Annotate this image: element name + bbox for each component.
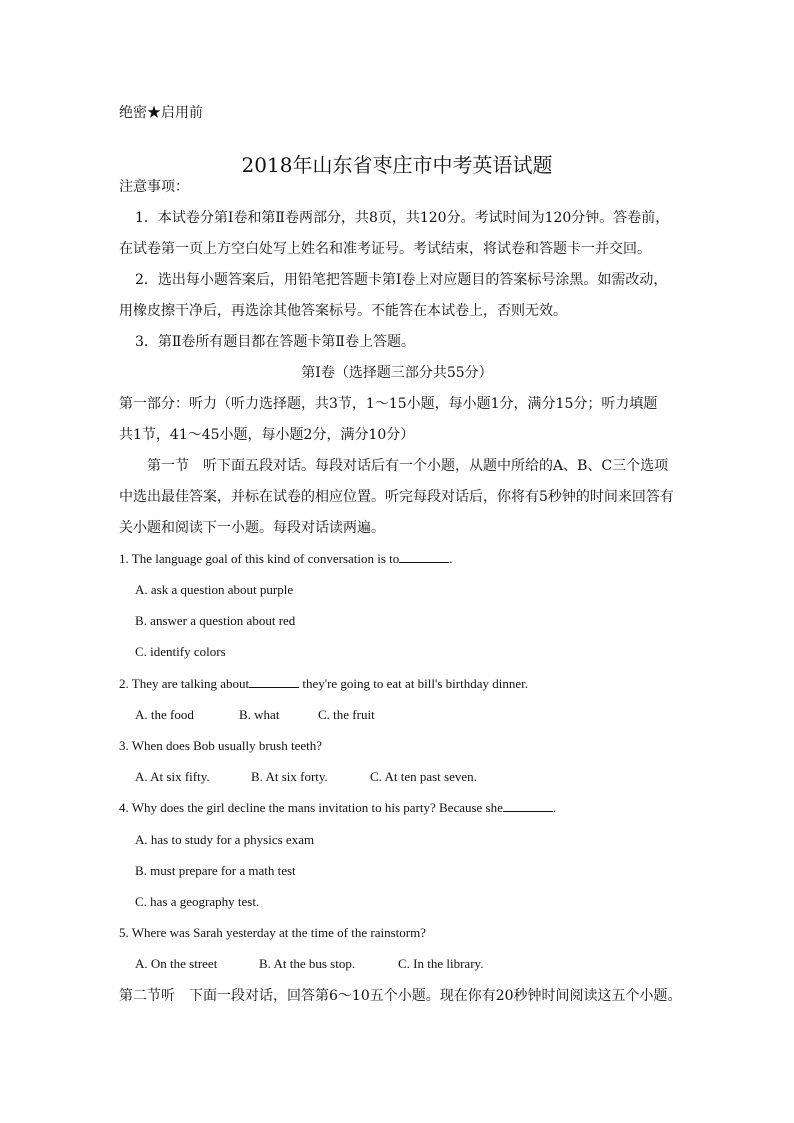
question-2-stem <box>119 674 528 694</box>
question-1-end: . <box>449 551 453 566</box>
answer-blank <box>249 674 299 688</box>
question-2-option-b: B. what <box>239 707 280 722</box>
question-4-end: . <box>552 800 557 815</box>
question-5-stem: 5. Where was Sarah yesterday at the time of the rainstorm? <box>119 925 426 940</box>
question-3-option-a: A. At six fifty. <box>135 769 210 784</box>
question-3-options <box>135 767 477 787</box>
question-2-option-c: C. the fruit <box>318 707 375 722</box>
note-item-2-line-2: 用橡皮擦干净后，再选涂其他答案标号。不能答在本试卷上，否则无效。 <box>119 303 567 319</box>
note-item-2-line-1: 2．选出每小题答案后，用铅笔把答题卡第Ⅰ卷上对应题目的答案标号涂黑。如需改动， <box>135 272 668 288</box>
confidential-label: 绝密★启用前 <box>119 105 203 121</box>
volume-1-heading: 第Ⅰ卷（选择题三部分共55分） <box>301 365 493 381</box>
question-2-end: they're going to eat at bill's birthday dinner. <box>299 676 528 691</box>
question-2-text: 2. They are talking about <box>119 676 250 691</box>
question-5-option-b: B. At the bus stop. <box>259 956 356 971</box>
question-3-option-c: C. At ten past seven. <box>370 769 477 784</box>
section-1-line-1: 第一节 听下面五段对话。每段对话后有一个小题，从题中所给的A、B、C三个选项 <box>147 458 669 474</box>
part-1-line-1: 第一部分：听力（听力选择题，共3节，1～15小题，每小题1分，满分15分；听力填题 <box>119 396 658 412</box>
question-5-options <box>135 954 483 974</box>
answer-blank <box>503 798 553 812</box>
question-1-option-b: B. answer a question about red <box>135 613 296 628</box>
question-4-option-b: B. must prepare for a math test <box>135 863 296 878</box>
question-4-stem <box>119 798 556 818</box>
question-3-stem: 3. When does Bob usually brush teeth? <box>119 738 323 753</box>
question-4-option-c: C. has a geography test. <box>135 894 260 909</box>
question-5-option-c: C. In the library. <box>398 956 484 971</box>
question-1-option-c: C. identify colors <box>135 644 226 659</box>
note-item-3: 3．第Ⅱ卷所有题目都在答题卡第Ⅱ卷上答题。 <box>135 334 415 350</box>
note-item-1-line-2: 在试卷第一页上方空白处写上姓名和准考证号。考试结束，将试卷和答题卡一并交回。 <box>119 241 651 257</box>
question-2-options <box>135 705 375 725</box>
section-1-line-2: 中选出最佳答案，并标在试卷的相应位置。听完每段对话后，你将有5秒钟的时间来回答有 <box>119 489 674 505</box>
question-4-option-a: A. has to study for a physics exam <box>135 832 315 847</box>
question-5-option-a: A. On the street <box>135 956 218 971</box>
question-1-text: 1. The language goal of this kind of conversation is to <box>119 551 400 566</box>
part-1-line-2: 共1节，41～45小题，每小题2分，满分10分） <box>119 427 415 443</box>
notes-heading: 注意事项： <box>119 179 189 195</box>
section-2-instruction: 第二节听 下面一段对话，回答第6～10五个小题。现在你有20秒钟时间阅读这五个小题。 <box>119 988 682 1004</box>
question-3-option-b: B. At six forty. <box>251 769 328 784</box>
answer-blank <box>399 549 449 563</box>
page-title: 2018年山东省枣庄市中考英语试题 <box>241 153 553 178</box>
note-item-1-line-1: 1．本试卷分第Ⅰ卷和第Ⅱ卷两部分，共8页，共120分。考试时间为120分钟。答卷前， <box>135 210 670 226</box>
question-2-option-a: A. the food <box>135 707 194 722</box>
question-1-stem <box>119 549 453 569</box>
section-1-line-3: 关小题和阅读下一小题。每段对话读两遍。 <box>119 520 385 536</box>
question-1-option-a: A. ask a question about purple <box>135 582 294 597</box>
question-4-text: 4. Why does the girl decline the mans invitation to his party? Because she <box>119 800 503 815</box>
